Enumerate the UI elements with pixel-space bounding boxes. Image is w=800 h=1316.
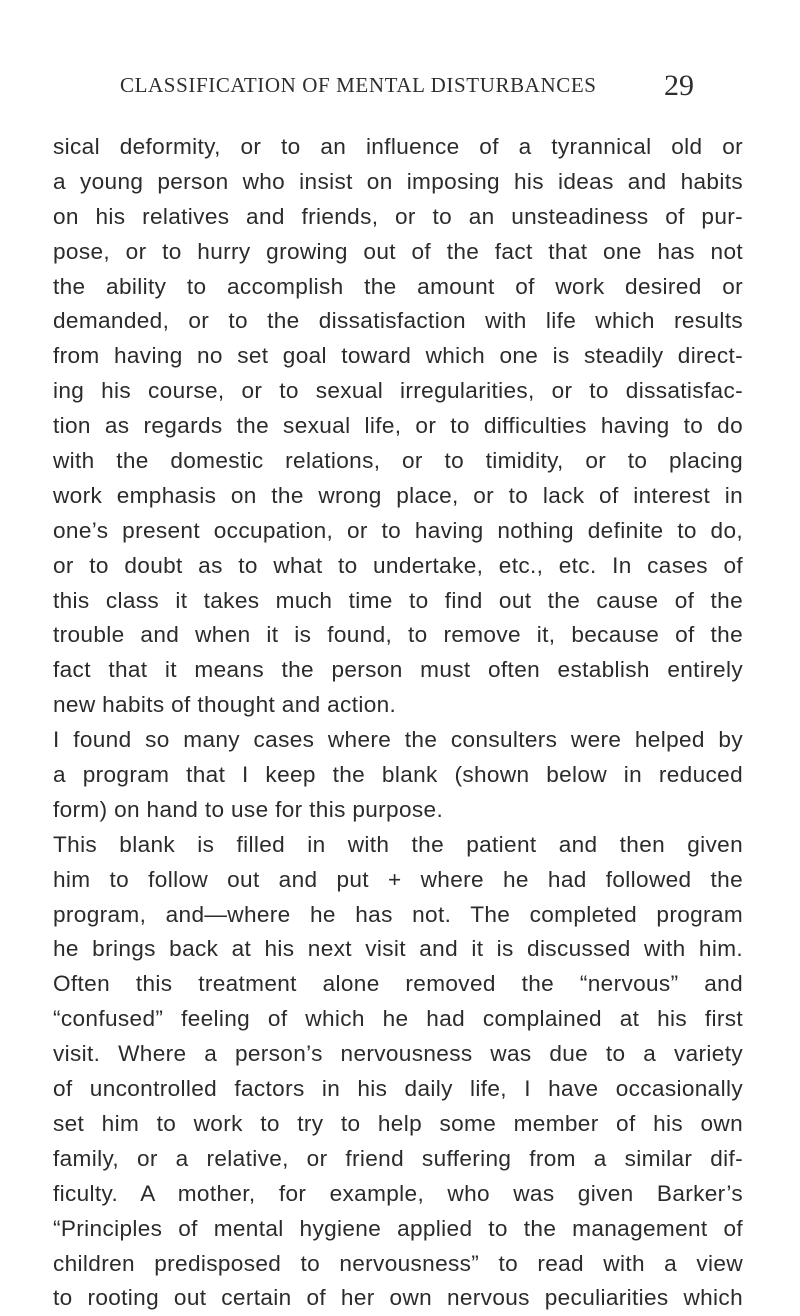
text-line: sical deformity, or to an influence of a tyrannical old or	[53, 134, 743, 159]
text-line: him to follow out and put + where he had followed the	[53, 866, 743, 892]
text-line: new habits of thought and action.	[53, 692, 397, 718]
running-title: CLASSIFICATION OF MENTAL DISTURBANCES	[120, 73, 597, 97]
text-line: on his relatives and friends, or to an unsteadiness of pur-	[53, 203, 743, 229]
text-line: demanded, or to the dissatisfaction with life which results	[53, 308, 743, 334]
text-line: set him to work to try to help some member of his own	[53, 1110, 743, 1136]
text-line: family, or a relative, or friend suffering from a similar dif-	[53, 1145, 743, 1171]
text-line: this class it takes much time to find out the cause of the	[53, 587, 743, 613]
text-line: program, and—where he has not. The completed program	[53, 901, 743, 927]
text-line: visit. Where a person’s nervousness was due to a variety	[53, 1041, 743, 1067]
text-line: with the domestic relations, or to timidity, or to placing	[53, 448, 743, 474]
text-line: “confused” feeling of which he had complained at his first	[53, 1006, 743, 1032]
text-line: ing his course, or to sexual irregularities, or to dissatisfac-	[53, 378, 743, 404]
text-line: form) on hand to use for this purpose.	[53, 796, 444, 822]
text-line: tion as regards the sexual life, or to difficulties having to do	[53, 413, 743, 439]
text-line: a young person who insist on imposing his ideas and habits	[53, 168, 743, 194]
text-line: “Principles of mental hygiene applied to the management of	[53, 1215, 743, 1241]
text-line: work emphasis on the wrong place, or to lack of interest in	[53, 482, 743, 508]
text-line: I found so many cases where the consulters were helped by	[53, 727, 743, 753]
text-line: the ability to accomplish the amount of work desired or	[53, 273, 743, 299]
text-line: to rooting out certain of her own nervous peculiarities which	[53, 1285, 743, 1311]
text-line: This blank is filled in with the patient and then given	[53, 831, 743, 857]
text-line: ficulty. A mother, for example, who was given Barker’s	[53, 1180, 743, 1206]
body-text	[53, 130, 743, 1316]
running-head	[120, 69, 694, 109]
text-line: or to doubt as to what to undertake, etc., etc. In cases of	[53, 552, 743, 578]
text-line: trouble and when it is found, to remove it, because of the	[53, 622, 743, 648]
text-line: a program that I keep the blank (shown below in reduced	[53, 762, 743, 788]
text-line: fact that it means the person must often establish entirely	[53, 657, 743, 683]
text-line: he brings back at his next visit and it is discussed with him.	[53, 936, 743, 962]
text-line: from having no set goal toward which one is steadily direct-	[53, 343, 743, 369]
text-line: one’s present occupation, or to having nothing definite to do,	[53, 517, 743, 543]
text-line: pose, or to hurry growing out of the fact that one has not	[53, 238, 743, 264]
text-line: children predisposed to nervousness” to read with a view	[53, 1250, 743, 1276]
text-line: of uncontrolled factors in his daily life, I have occasionally	[53, 1076, 743, 1102]
text-line: Often this treatment alone removed the “nervous” and	[53, 971, 743, 997]
page-number: 29	[664, 69, 694, 102]
